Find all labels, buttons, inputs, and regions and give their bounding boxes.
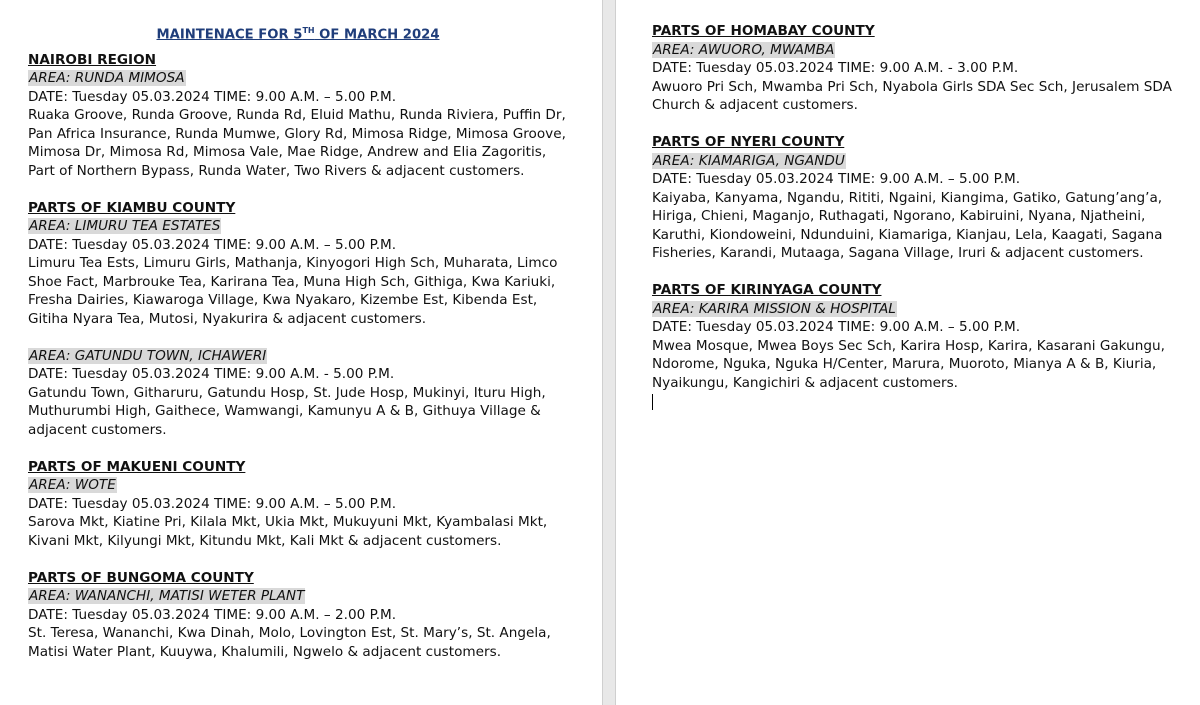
area-label: AREA: WANANCHI, MATISI WETER PLANT — [29, 588, 305, 605]
text-cursor[interactable] — [652, 394, 653, 410]
section-heading: PARTS OF KIRINYAGA COUNTY — [652, 282, 882, 298]
affected-customers: Sarova Mkt, Kiatine Pri, Kilala Mkt, Ukia Mkt, Mukuyuni Mkt, Kyambalasi Mkt, Kivani Mkt, Kilyungi Mkt, Kitundu Mkt, Kali Mkt & adjacent customers. — [28, 514, 548, 549]
document-page-right — [616, 0, 1200, 705]
date-line: DATE: Tuesday 05.03.2024 TIME: 9.00 A.M. – 5.00 P.M. — [28, 88, 397, 105]
affected-customers: Mwea Mosque, Mwea Boys Sec Sch, Karira Hosp, Karira, Kasarani Gakungu, Ndorome, Nguka, Nguka H/Center, Marura, Muoroto, Mianya A & B, Kiuria, Nyaikungu, Kangichiri & adjacent customers. — [652, 337, 1165, 391]
affected-customers: Gatundu Town, Githaruru, Gatundu Hosp, St. Jude Hosp, Mukinyi, Ituru High, Muthurumbi High, Gaithece, Wamwangi, Kamunyu A & B, Githuya Village & adjacent customers. — [28, 384, 546, 438]
section-bungoma — [28, 569, 568, 662]
section-nyeri — [652, 133, 1180, 263]
document-title — [28, 22, 568, 45]
area-label: AREA: KIAMARIGA, NGANDU — [653, 152, 845, 169]
right-column — [652, 22, 1180, 410]
title-superscript: TH — [302, 26, 315, 35]
section-heading: NAIROBI REGION — [28, 51, 157, 68]
date-line: DATE: Tuesday 05.03.2024 TIME: 9.00 A.M. - 5.00 P.M. — [28, 366, 395, 383]
section-heading: PARTS OF HOMABAY COUNTY — [652, 23, 875, 39]
section-kirinyaga — [652, 281, 1180, 392]
date-line: DATE: Tuesday 05.03.2024 TIME: 9.00 A.M. - 3.00 P.M. — [652, 60, 1019, 76]
date-line: DATE: Tuesday 05.03.2024 TIME: 9.00 A.M. – 2.00 P.M. — [28, 606, 397, 623]
affected-customers: Kaiyaba, Kanyama, Ngandu, Rititi, Ngaini, Kiangima, Gatiko, Gatung’ang’a, Hiriga, Chieni, Maganjo, Ruthagati, Ngorano, Kabiruini, Nyana, Njatheini, Karuthi, Kiondoweini, Ndunduini, Kiamariga, Kianjau, Lela, Kaagati, Sagana Fisheries, Karandi, Mutaaga, Sagana Village, Iruri & adjacent customers. — [652, 189, 1163, 261]
affected-customers: St. Teresa, Wananchi, Kwa Dinah, Molo, Lovington Est, St. Mary’s, St. Angela, Matisi Water Plant, Kuuywa, Khalumili, Ngwelo & adjacent customers. — [28, 625, 551, 660]
section-kiambu — [28, 199, 568, 329]
date-line: DATE: Tuesday 05.03.2024 TIME: 9.00 A.M. – 5.00 P.M. — [652, 171, 1021, 187]
section-homabay — [652, 22, 1180, 115]
section-makueni — [28, 458, 568, 551]
section-heading: PARTS OF KIAMBU COUNTY — [28, 199, 236, 216]
affected-customers: Awuoro Pri Sch, Mwamba Pri Sch, Nyabola Girls SDA Sec Sch, Jerusalem SDA Church & adjacent customers. — [652, 78, 1172, 113]
date-line: DATE: Tuesday 05.03.2024 TIME: 9.00 A.M. – 5.00 P.M. — [28, 236, 397, 253]
title-text: MAINTENACE FOR 5 — [156, 27, 303, 43]
section-gatundu — [28, 347, 568, 440]
section-heading: PARTS OF BUNGOMA COUNTY — [28, 569, 254, 586]
area-label: AREA: RUNDA MIMOSA — [29, 70, 185, 87]
area-label: AREA: KARIRA MISSION & HOSPITAL — [653, 300, 896, 317]
date-line: DATE: Tuesday 05.03.2024 TIME: 9.00 A.M. – 5.00 P.M. — [652, 319, 1021, 335]
area-label: AREA: WOTE — [29, 477, 116, 494]
left-column — [28, 22, 568, 680]
date-line: DATE: Tuesday 05.03.2024 TIME: 9.00 A.M. – 5.00 P.M. — [28, 495, 397, 512]
affected-customers: Ruaka Groove, Runda Groove, Runda Rd, Eluid Mathu, Runda Riviera, Puffin Dr, Pan Africa Insurance, Runda Mumwe, Glory Rd, Mimosa Ridge, Mimosa Groove, Mimosa Dr, Mimosa Rd, Mimosa Vale, Mae Ridge, Andrew and Elia Zagoritis, Part of Northern Bypass, Runda Water, Two Rivers & adjacent customers. — [28, 107, 566, 179]
section-heading: PARTS OF NYERI COUNTY — [652, 134, 845, 150]
section-nairobi — [28, 51, 568, 181]
area-label: AREA: GATUNDU TOWN, ICHAWERI — [29, 347, 267, 364]
page-gutter — [602, 0, 616, 705]
area-label: AREA: LIMURU TEA ESTATES — [29, 218, 221, 235]
title-text-suffix: OF MARCH 2024 — [314, 27, 440, 43]
area-label: AREA: AWUORO, MWAMBA — [653, 41, 835, 58]
affected-customers: Limuru Tea Ests, Limuru Girls, Mathanja, Kinyogori High Sch, Muharata, Limco Shoe Fact, Marbrouke Tea, Karirana Tea, Muna High Sch, Githiga, Kwa Kariuki, Fresha Dairies, Kiawaroga Village, Kwa Nyakaro, Kizembe Est, Kibenda Est, Gitiha Nyara Tea, Mutosi, Nyakurira & adjacent customers. — [28, 255, 558, 327]
section-heading: PARTS OF MAKUENI COUNTY — [28, 458, 246, 475]
